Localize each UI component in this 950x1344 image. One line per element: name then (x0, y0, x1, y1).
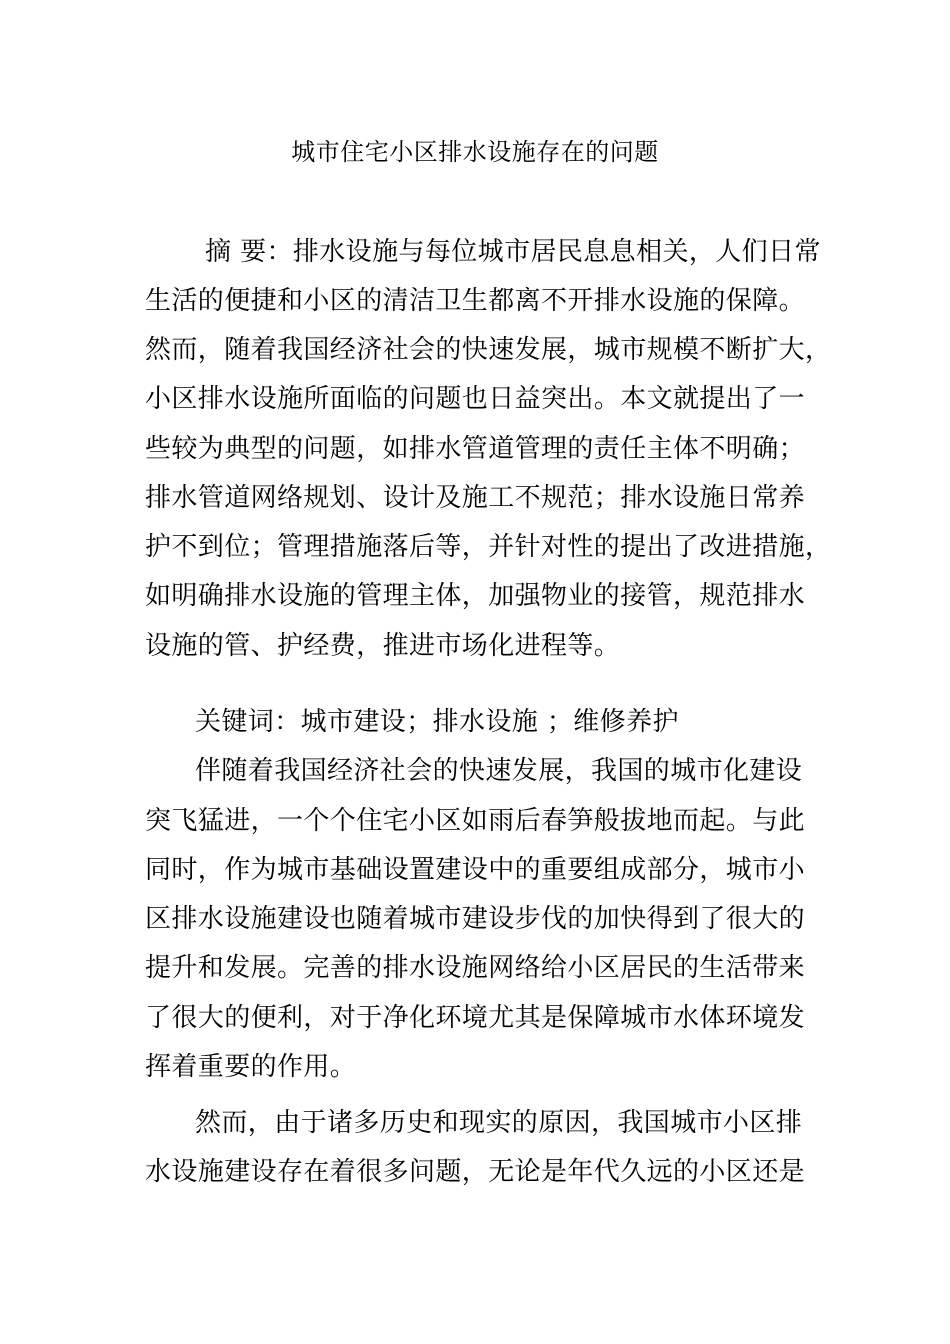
abstract-line: 些较为典型的问题，如排水管道管理的责任主体不明确； (145, 434, 806, 464)
paragraph-line: 然而，由于诸多历史和现实的原因，我国城市小区排 (195, 1108, 803, 1138)
paragraph-line: 挥着重要的作用。 (145, 1052, 357, 1082)
abstract-line: 小区排水设施所面临的问题也日益突出。本文就提出了一 (145, 384, 806, 414)
abstract-line: 生活的便捷和小区的清洁卫生都离不开排水设施的保障。 (145, 286, 806, 316)
abstract-line: 然而，随着我国经济社会的快速发展，城市规模不断扩大， (145, 335, 832, 365)
paragraph-line: 提升和发展。完善的排水设施网络给小区居民的生活带来 (145, 953, 806, 983)
keywords-line: 关键词：城市建设；排水设施 ；维修养护 (195, 707, 679, 737)
document-title: 城市住宅小区排水设施存在的问题 (291, 138, 659, 166)
abstract-line: 如明确排水设施的管理主体，加强物业的接管，规范排水 (145, 581, 806, 611)
abstract-line: 排水管道网络规划、设计及施工不规范；排水设施日常养 (145, 483, 806, 513)
paragraph-line: 区排水设施建设也随着城市建设步伐的加快得到了很大的 (145, 904, 806, 934)
abstract-line: 设施的管、护经费，推进市场化进程等。 (145, 631, 621, 661)
paragraph-line: 突飞猛进，一个个住宅小区如雨后春笋般拔地而起。与此 (145, 806, 806, 836)
paragraph-line: 水设施建设存在着很多问题，无论是年代久远的小区还是 (145, 1157, 806, 1187)
paragraph-line: 了很大的便利，对于净化环境尤其是保障城市水体环境发 (145, 1003, 806, 1033)
paragraph-line: 同时，作为城市基础设置建设中的重要组成部分，城市小 (145, 855, 806, 885)
paragraph-line: 伴随着我国经济社会的快速发展，我国的城市化建设 (195, 756, 803, 786)
abstract-line: 护不到位；管理措施落后等，并针对性的提出了改进措施， (145, 532, 832, 562)
abstract-line: 摘 要：排水设施与每位城市居民息息相关，人们日常 (205, 237, 821, 267)
